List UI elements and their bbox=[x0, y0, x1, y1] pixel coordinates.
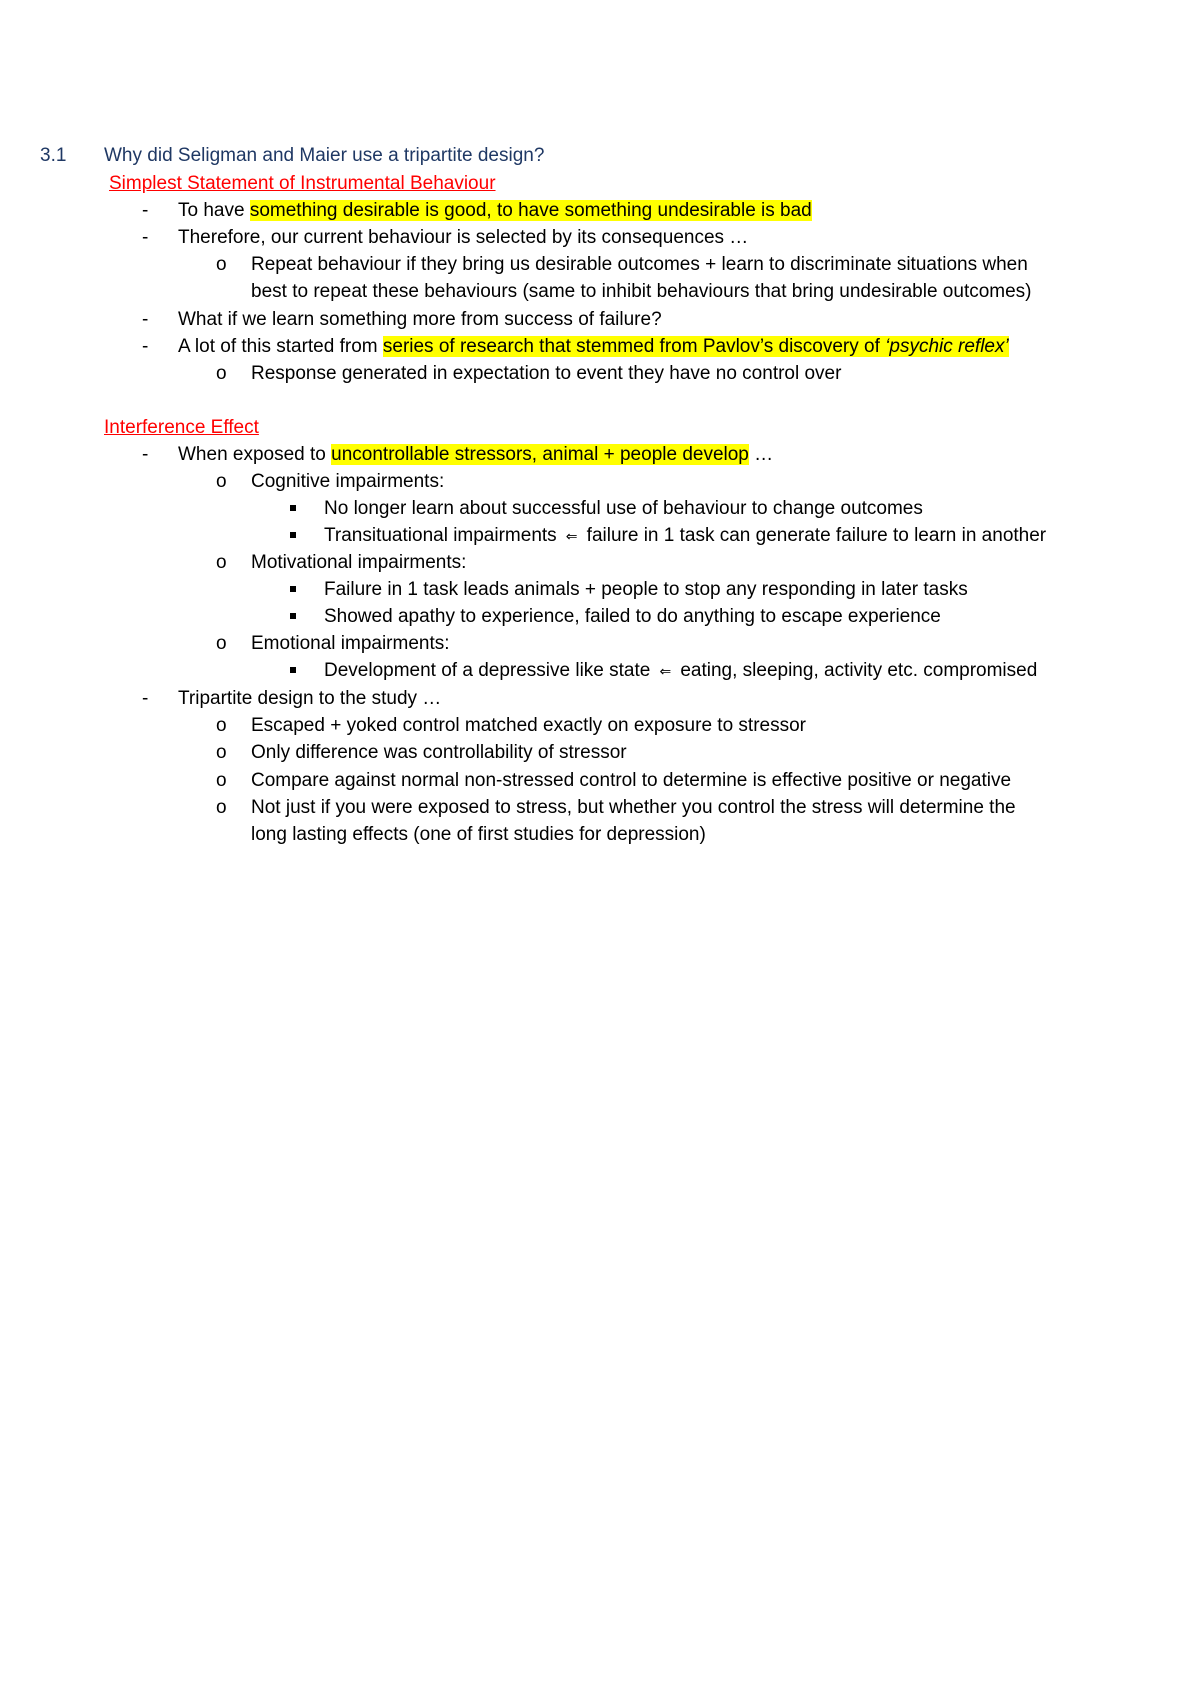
s1-line2: Therefore, our current behaviour is selected by its consequences … bbox=[178, 227, 749, 248]
s1-line3b: best to repeat these behaviours (same to inhibit behaviours that bring undesirable outcomes) bbox=[251, 281, 1032, 302]
mot-item2: Showed apathy to experience, failed to do anything to escape experience bbox=[324, 606, 941, 627]
mot-item1: Failure in 1 task leads animals + people to stop any responding in later tasks bbox=[324, 579, 968, 600]
tri-item4b: long lasting effects (one of first studies for depression) bbox=[251, 824, 706, 845]
heading-number: 3.1 bbox=[40, 145, 67, 166]
s2-line1: When exposed to uncontrollable stressors, animal + people develop … bbox=[178, 444, 774, 465]
bullet-circle: o bbox=[216, 770, 227, 791]
heading-title: Why did Seligman and Maier use a tripartite design? bbox=[104, 145, 545, 166]
bullet-circle: o bbox=[216, 254, 227, 275]
left-arrow-icon: ⇐ bbox=[565, 528, 578, 544]
s1-line1: To have something desirable is good, to have something undesirable is bad bbox=[178, 200, 812, 221]
bullet-dash: - bbox=[142, 336, 149, 357]
bullet-circle: o bbox=[216, 363, 227, 384]
emo-item1: Development of a depressive like state ⇐ eating, sleeping, activity etc. compromised bbox=[324, 658, 1037, 684]
section1-title: Simplest Statement of Instrumental Behaviour bbox=[109, 173, 496, 194]
tri-item4a: Not just if you were exposed to stress, but whether you control the stress will determine the bbox=[251, 797, 1016, 818]
tri-item2: Only difference was controllability of stressor bbox=[251, 742, 627, 763]
tri-item1: Escaped + yoked control matched exactly on exposure to stressor bbox=[251, 715, 806, 736]
s1-line6: Response generated in expectation to event they have no control over bbox=[251, 363, 842, 384]
cog-item1: No longer learn about successful use of behaviour to change outcomes bbox=[324, 498, 923, 519]
bullet-dash: - bbox=[142, 444, 149, 465]
bullet-square bbox=[290, 586, 296, 592]
section2-title: Interference Effect bbox=[104, 417, 259, 438]
bullet-dash: - bbox=[142, 309, 149, 330]
tri-item3: Compare against normal non-stressed control to determine is effective positive or negative bbox=[251, 770, 1012, 791]
bullet-square bbox=[290, 667, 296, 673]
bullet-circle: o bbox=[216, 715, 227, 736]
bullet-dash: - bbox=[142, 200, 149, 221]
document-page: 3.1 Why did Seligman and Maier use a tripartite design? Simplest Statement of Instrumental Behaviour - To have something desirable is good, to have something undesirable is bad - Therefore, our current behaviour is selected by its consequences … o Repeat behaviour if they bring us desirable outcomes + learn to discriminate situations when best to repeat these behaviours (same to inhibit behaviours that bring undesirable outcomes) - What if we learn something more from success of failure? - A lot of this started from series of research that stemmed from Pavlov’s discovery of ‘psychic reflex’ o Response generated in expectation to event they have no control over Interference Effect - When exposed to uncontrollable stressors, animal + people develop … o Cognitive impairments: No longer learn about successful use of behaviour to change outcomes Transituational impairments ⇐ failure in 1 task can generate failure to learn in another o Motivational impairments: Failure in 1 task leads animals + people to stop any responding in later tasks Showed apathy to experience, failed to do anything to escape experience o Emotional impairments: Development of a depressive like state ⇐ eating, sleeping, activity etc. compromised - Tripartite design to the study … o Escaped + yoked control matched exactly on exposure to stressor o Only difference was controllability of stressor o Compare against normal non-stressed control to determine is effective positive or negative o Not just if you were exposed to stress, but whether you control the stress will determine the long lasting effects (one of first studies for depression) bbox=[0, 0, 1200, 1698]
s1-line3a: Repeat behaviour if they bring us desirable outcomes + learn to discriminate situations when bbox=[251, 254, 1028, 275]
bullet-circle: o bbox=[216, 797, 227, 818]
bullet-square bbox=[290, 613, 296, 619]
bullet-square bbox=[290, 505, 296, 511]
s1-line5: A lot of this started from series of research that stemmed from Pavlov’s discovery of ‘psychic reflex’ bbox=[178, 336, 1009, 357]
left-arrow-icon: ⇐ bbox=[659, 663, 672, 679]
bullet-square bbox=[290, 532, 296, 538]
s1-line4: What if we learn something more from success of failure? bbox=[178, 309, 662, 330]
bullet-circle: o bbox=[216, 742, 227, 763]
cog-item2: Transituational impairments ⇐ failure in 1 task can generate failure to learn in another bbox=[324, 523, 1046, 549]
bullet-dash: - bbox=[142, 227, 149, 248]
